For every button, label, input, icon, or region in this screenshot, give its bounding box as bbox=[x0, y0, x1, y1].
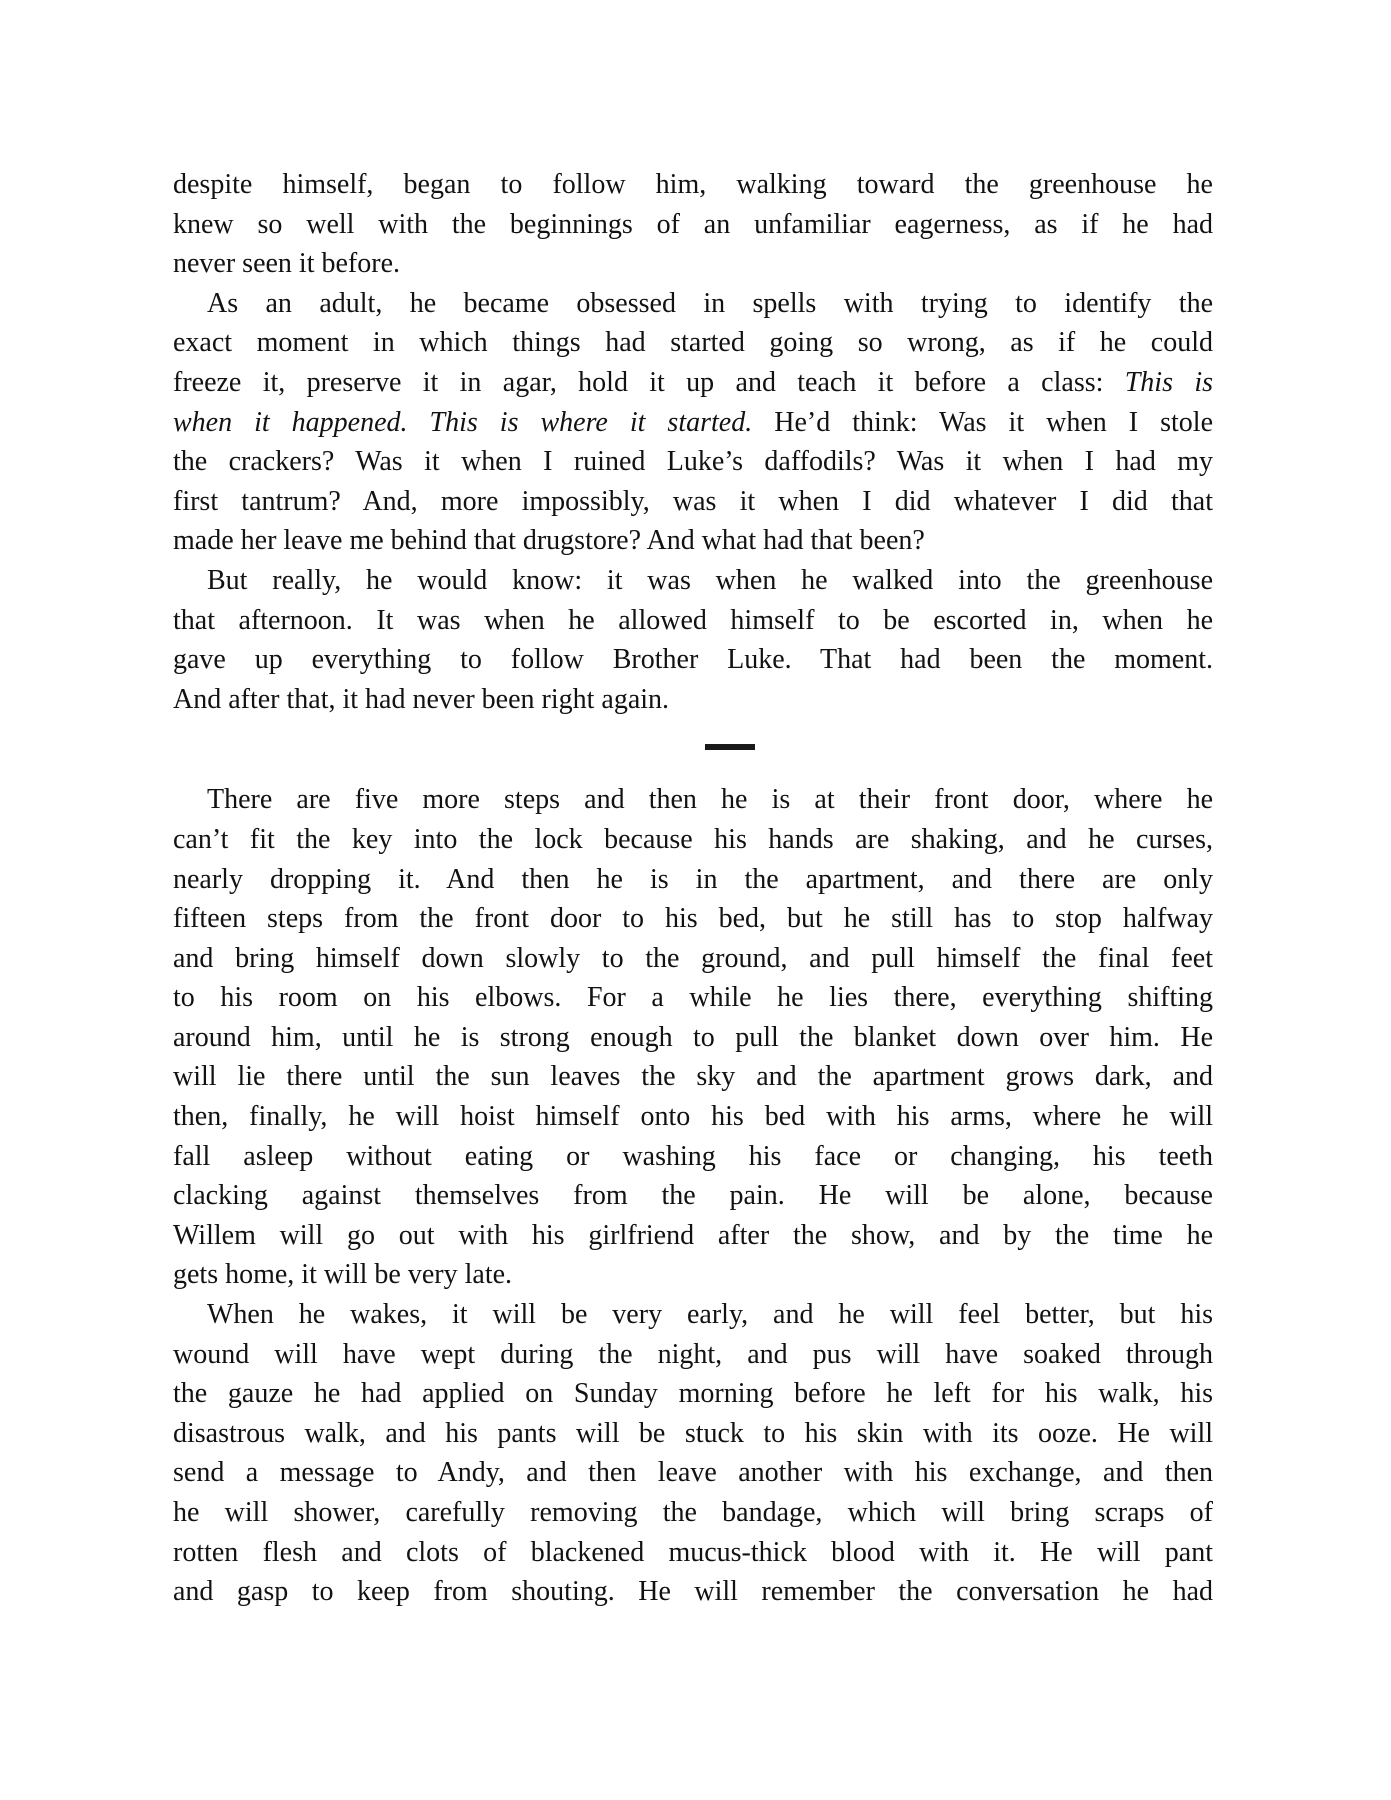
text-line bbox=[173, 1295, 1213, 1335]
text-line bbox=[173, 1255, 1213, 1295]
paragraph bbox=[173, 1295, 1213, 1612]
text-line bbox=[173, 205, 1213, 245]
text-line bbox=[173, 899, 1213, 939]
page-text bbox=[173, 165, 1213, 1612]
paragraph bbox=[173, 780, 1213, 1295]
text-run: and bring himself down slowly to the ground, and pull himself the final feet bbox=[173, 942, 1213, 974]
text-run: and gasp to keep from shouting. He will remember the conversation he had bbox=[173, 1576, 1213, 1608]
text-line bbox=[173, 939, 1213, 979]
text-run: disastrous walk, and his pants will be stuck to his skin with its ooze. He will bbox=[173, 1417, 1213, 1449]
text-run: exact moment in which things had started going so wrong, as if he could bbox=[173, 327, 1213, 359]
text-run: gave up everything to follow Brother Luke. That had been the moment. bbox=[173, 644, 1213, 676]
text-run: the crackers? Was it when I ruined Luke’s daffodils? Was it when I had my bbox=[173, 446, 1213, 478]
text-line bbox=[173, 1374, 1213, 1414]
paragraph bbox=[173, 165, 1213, 284]
text-run: first tantrum? And, more impossibly, was it when I did whatever I did that bbox=[173, 485, 1213, 517]
text-line bbox=[173, 978, 1213, 1018]
text-line bbox=[173, 640, 1213, 680]
text-run: fifteen steps from the front door to his bed, but he still has to stop halfway bbox=[173, 903, 1213, 935]
paragraph bbox=[173, 284, 1213, 561]
text-run: fall asleep without eating or washing his face or changing, his teeth bbox=[173, 1140, 1213, 1172]
text-line bbox=[173, 1018, 1213, 1058]
text-line bbox=[173, 1572, 1213, 1612]
text-line bbox=[173, 1176, 1213, 1216]
text-line bbox=[173, 442, 1213, 482]
text-run: When he wakes, it will be very early, and he will feel better, but his bbox=[207, 1299, 1213, 1331]
text-line bbox=[173, 1414, 1213, 1454]
text-line bbox=[173, 780, 1213, 820]
text-line bbox=[173, 1097, 1213, 1137]
text-line bbox=[173, 323, 1213, 363]
text-run-italic: This is bbox=[1124, 366, 1213, 398]
text-line bbox=[173, 1057, 1213, 1097]
text-line bbox=[173, 284, 1213, 324]
text-run: can’t fit the key into the lock because his hands are shaking, and he curses, bbox=[173, 823, 1213, 855]
text-line bbox=[173, 1335, 1213, 1375]
text-run: nearly dropping it. And then he is in the apartment, and there are only bbox=[173, 863, 1213, 895]
text-line bbox=[173, 482, 1213, 522]
text-line bbox=[173, 1137, 1213, 1177]
text-line bbox=[173, 403, 1213, 443]
text-run: He’d think: Was it when I stole bbox=[752, 406, 1213, 438]
text-line bbox=[173, 1533, 1213, 1573]
text-run: will lie there until the sun leaves the sky and the apartment grows dark, and bbox=[173, 1061, 1213, 1093]
text-run: he will shower, carefully removing the bandage, which will bring scraps of bbox=[173, 1497, 1213, 1528]
text-run: to his room on his elbows. For a while he lies there, everything shifting bbox=[173, 982, 1213, 1014]
text-run: that afternoon. It was when he allowed himself to be escorted in, when he bbox=[173, 604, 1213, 636]
text-line bbox=[173, 1453, 1213, 1493]
text-line bbox=[173, 561, 1213, 601]
text-run: send a message to Andy, and then leave another with his exchange, and then bbox=[173, 1457, 1213, 1489]
text-run: wound will have wept during the night, and pus will have soaked through bbox=[173, 1338, 1213, 1370]
text-run: Willem will go out with his girlfriend after the show, and by the time he bbox=[173, 1219, 1213, 1251]
text-line bbox=[173, 521, 1213, 561]
text-line bbox=[173, 860, 1213, 900]
text-run: clacking against themselves from the pain. He will be alone, because bbox=[173, 1180, 1213, 1212]
text-line bbox=[173, 1493, 1213, 1533]
text-line bbox=[173, 1216, 1213, 1256]
text-run: There are five more steps and then he is at their front door, where he bbox=[207, 784, 1213, 816]
paragraph bbox=[173, 561, 1213, 719]
text-line bbox=[173, 680, 1213, 720]
text-line bbox=[173, 244, 1213, 284]
text-run: rotten flesh and clots of blackened mucus-thick blood with it. He will pant bbox=[173, 1536, 1213, 1568]
text-line bbox=[173, 601, 1213, 641]
text-run: then, finally, he will hoist himself onto his bed with his arms, where he will bbox=[173, 1101, 1213, 1133]
text-run: And after that, it had never been right again. bbox=[173, 683, 670, 715]
text-run: the gauze he had applied on Sunday morning before he left for his walk, his bbox=[173, 1378, 1213, 1410]
text-run: But really, he would know: it was when he walked into the greenhouse bbox=[207, 564, 1213, 596]
text-run-italic: when it happened. This is where it started. bbox=[173, 406, 753, 438]
text-line bbox=[173, 363, 1213, 403]
text-run: made her leave me behind that drugstore? And what had that been? bbox=[173, 525, 925, 557]
text-run: knew so well with the beginnings of an unfamiliar eagerness, as if he had bbox=[173, 208, 1213, 240]
text-line bbox=[173, 165, 1213, 205]
section-break-rule bbox=[705, 744, 755, 750]
text-run: around him, until he is strong enough to pull the blanket down over him. He bbox=[173, 1021, 1213, 1053]
text-run: never seen it before. bbox=[173, 248, 400, 280]
text-run: despite himself, began to follow him, walking toward the greenhouse he bbox=[173, 169, 1213, 200]
text-run: As an adult, he became obsessed in spells with trying to identify the bbox=[207, 287, 1213, 319]
text-line bbox=[173, 820, 1213, 860]
text-run: gets home, it will be very late. bbox=[173, 1259, 513, 1291]
text-run: freeze it, preserve it in agar, hold it up and teach it before a class: bbox=[173, 366, 1125, 398]
